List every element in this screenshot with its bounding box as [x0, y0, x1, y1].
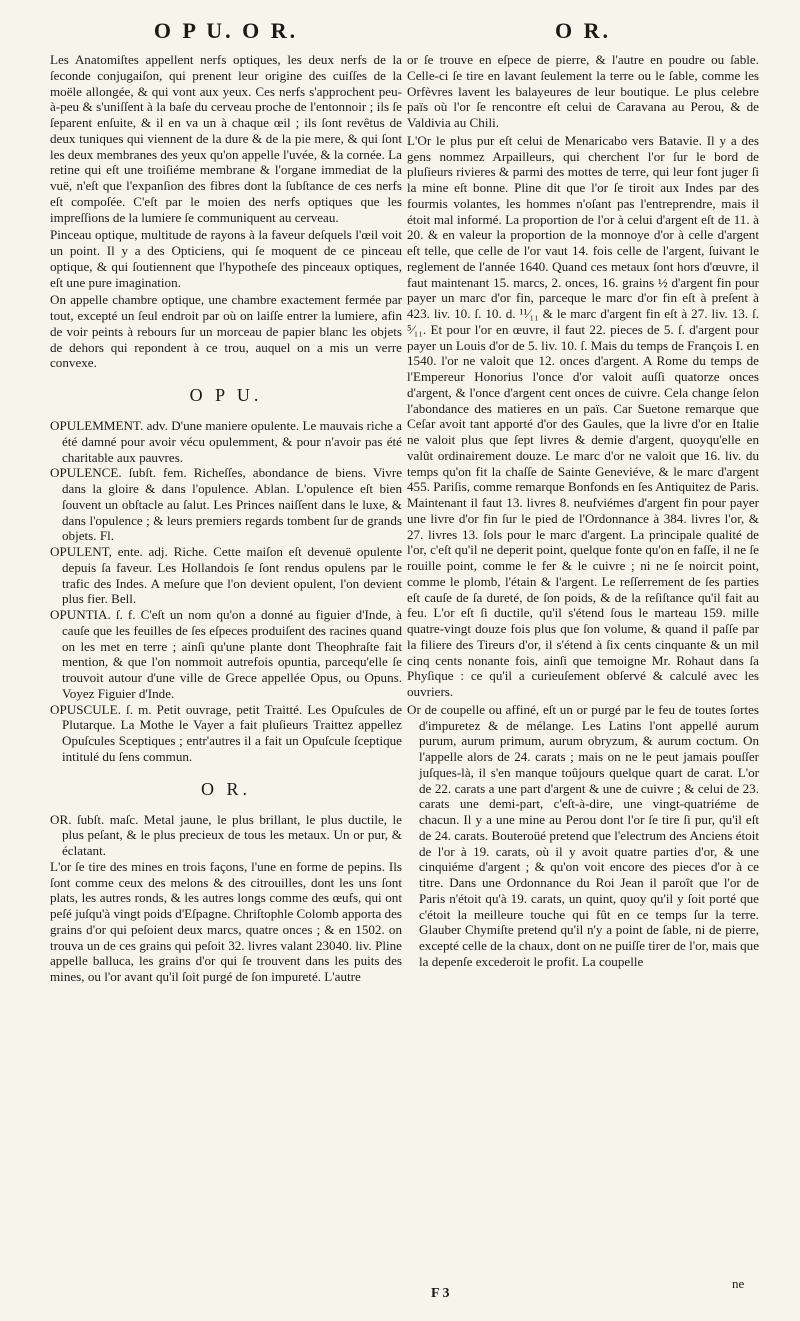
or-de-coupelle-paragraph: Or de coupelle ou affiné, eſt un or purgé par le feu de toutes ſortes d'impuretez & de mélange. Les Latins l'ont appellé aurum purum, aurum primum, aurum obryzum, & aurum coctum. On l'appelle alors de 24. carats ; mais on ne le peut jamais pouſſer juſques-là, il s'en manque toûjours quelque quart de carat. L'or de 22. carats a une part d'argent & une de cuivre ; & celui de 23. carats une demi-part, c'eſt-à-dire, une vingt-quatriéme de chacun. Il y a une mine au Perou dont l'or ſe tire ſi pur, qu'il eſt de 24. carats. Bouteroüé pretend que l'electrum des Anciens étoit de l'or à 19. carats, où il y avoit quatre parties d'or, & une cinquiéme d'argent ; & qu'on voit encore des pieces d'or à ce titre. Dans une Ordonnance du Roi Jean il paroît que l'or de Paris n'étoit qu'à 19. carats, un quint, quoy qu'il y ſoit porté que c'étoit la meilleure touche qui fût en ce temps ſur la terre. Glauber Chymiſte pretend qu'il n'y a point de ſable, ni de pierre, excepté celle de la chaux, dont on ne puiſſe tirer de l'or, mais que la depenſe excederoit le profit. La coupelle [407, 701, 759, 969]
optique-paragraph-1: Les Anatomiſtes appellent nerfs optiques, les deux nerfs de la ſeconde conjugaiſon, qui prenent leur origine des cuiſſes de la moële allongée, & qui vont aux yeux. Ces nerfs s'approchent peu-à-peu & s'uniſſent à la baſe du cerveau proche de l'entonnoir ; ils ſe ſeparent enſuite, & il en va un à chaque œil ; ils ſont revêtus de deux tuniques qui viennent de la dure & de la pie mere, & qui ſont les deux membranes des yeux qu'on appelle l'uvée, & la cornée. La retine qui eſt une troiſiéme membrane & l'organe immediat de la vuë, n'eſt que l'expanſion des fibres dont la ſubſtance de ces nerfs eſt compoſée. C'eſt par le moien des nerfs optiques que les impreſſions de la lumiere ſe communiquent au cerveau. [50, 52, 402, 225]
or-paragraph-2: L'Or le plus pur eſt celui de Menaricabo vers Batavie. Il y a des gens nommez Arpailleurs, qui cherchent l'or ſur le bord de pluſieurs rivieres & parmi des mottes de terre, qui leur font juger ſi la mine eſt bonne. Pline dit que l'or ſe tiroit aux Indes par des fourmis volantes, les hommes n'oſant pas l'entreprendre, mais il étoit mal informé. La proportion de l'or à celui d'argent eſt de 11. à 20. & en valeur la proportion de la monnoye d'or à celle d'argent eſt telle, que celle de l'or vaut 14. fois celle de l'argent, ſuivant le reglement de l'année 1640. Quand ces metaux ſont hors d'œuvre, il faut maintenant 15. marcs, 2. onces, 16. grains ½ d'argent fin pour payer un marc d'or fin, parceque le marc d'or fin eſt à preſent à 423. liv. 10. ſ. 10. d. ¹¹⁄₁₁ & le marc d'argent fin eſt à 27. liv. 13. ſ. ⁵⁄₁₁. Et pour l'or en œuvre, il faut 22. pieces de 5. ſ. d'argent pour payer un Louis d'or de 5. liv. 10. ſ. Mais du temps de François I. en 1540. l'or ne valoit que 12. onces d'argent. A Rome du temps de l'Empereur Honorius l'once d'or valoit auſſi quatorze onces d'argent, & l'once d'argent cent onces de cuivre. Cela change ſelon l'abondance des matieres en un païs. Car Suetone remarque que Ceſar avoit tant apporté d'or des Gaules, que la livre d'or en Italie ne valoit plus que ſept livres & demie d'argent, quoyqu'elle en valût ordinairement douze. Le marc d'or ne valoit que 16. liv. du temps qu'on fit la chaſſe de Sainte Geneviéve, & le marc d'argent 455. Pariſis, comme remarque Bonfonds en ſes Antiquitez de Paris. Maintenant il faut 13. livres 8. neufviémes d'argent fin pour payer une livre d'or fin ſur le pied de l'Ordonnance à 384. livres l'or, & 27. livres 13. ſols pour le marc d'argent. La principale qualité de l'or, c'eſt qu'il ne deperit point, quelque fonte qu'on en faſſe, il ne ſe rouille point, comme le fer & le cuivre ; ni ne ſe noircit point, comme le plomb, l'étain & l'argent. Le reſſerrement de ſes parties eſt cauſe de ſa dureté, de ſon poids, & de la reſiſtance qu'il fait au feu. L'or eſt ſi ductile, qu'il s'étend ſous le marteau 159. mille quatre-vingt douze fois plus que ſon volume, & quand il paſſe par la filiere des Tireurs d'or, il s'étend à ſix cents cinquante & un mil cinq cents nonante fois, ainſi que temoigne Mr. Rohaut dans ſa Phyſique : ce qu'il a curieuſement obſervé & calculé avec les ouvriers. [407, 132, 759, 699]
optique-paragraph-3: On appelle chambre optique, une chambre exactement fermée par tout, excepté un ſeul endroit par où on laiſſe entrer la lumiere, afin de voir peints à rebours ſur un morceau de papier blanc les objets de dehors qui repondent à ce trou, auquel on a mis un verre convexe. [50, 292, 402, 371]
right-column [407, 52, 759, 972]
or-paragraph-1: or ſe trouve en eſpece de pierre, & l'autre en poudre ou ſable. Celle-ci ſe tire en lavant ſeulement la terre ou le ſable, comme les Orfèvres lavent les balayeures de leur boutique. Le plus celebre païs où l'or ſe rencontre eſt celui de Caravana au Perou, & de Valdivia au Chili. [407, 52, 759, 130]
entry-or: OR. ſubſt. maſc. Metal jaune, le plus brillant, le plus ductile, le plus peſant, & le plus precieux de tous les metaux. Un or pur, & éclatant. [50, 811, 402, 858]
entry-opuntia: OPUNTIA. ſ. f. C'eſt un nom qu'on a donné au figuier d'Inde, à cauſe que les feuilles de ſes eſpeces produiſent des racines quand on les met en terre ; ainſi qu'une plante dont Theophraſte fait mention, & que l'on nommoit autrefois opuntia, parcequ'elle ſe trouvoit autour d'une ville de Grece appellée Opus, ou Opuns. Voyez Figuier d'Inde. [50, 607, 402, 701]
running-head-left: O P U. O R. [153, 18, 299, 43]
entry-opulemment: OPULEMMENT. adv. D'une maniere opulente. Le mauvais riche a été damné pour avoir vécu opulemment, & pour n'avoir pas été charitable aux pauvres. [50, 418, 402, 465]
entry-opulent: OPULENT, ente. adj. Riche. Cette maiſon eſt devenuë opulente depuis ſa faveur. Les Hollandois ſe ſont rendus opulens par le trafic des Indes. A meſure que l'on devient opulent, l'on devient plus fier. Bell. [50, 544, 402, 607]
running-head-right: O R. [555, 18, 611, 43]
section-heading-opu: O P U. [189, 385, 263, 405]
entry-opulence: OPULENCE. ſubſt. fem. Richeſſes, abondance de biens. Vivre dans la gloire & dans l'opulence. Ablan. L'opulence eſt bien ſouvent un obſtacle au ſalut. Les Princes naiſſent dans le luxe, & dans l'opulence ; & leurs premiers regards tombent ſur de grands objets. Fl. [50, 465, 402, 544]
section-heading-or: O R. [200, 778, 251, 799]
entry-or-continued: L'or ſe tire des mines en trois façons, l'une en forme de pepins. Ils ſont comme ceux des melons & des citrouilles, dont les uns ſont plats, les autres ronds, & les autres longs comme des œufs, qui ont peſé juſqu'à vingt poids d'Eſpagne. Chriſtophle Colomb apporta des grains d'or qui peſoient deux marcs, quatre onces ; & en 1502. on trouva un de ces grains qui peſoit 32. livres valant 23040. liv. Pline appelle balluca, les grains d'or qui ſe trouvent dans les puits des mines, ou l'or avant qu'il ſoit purgé de ſon impureté. L'autre [50, 858, 403, 984]
left-column [50, 52, 402, 985]
entry-opuscule: OPUSCULE. ſ. m. Petit ouvrage, petit Traitté. Les Opuſcules de Plutarque. La Mothe le Vayer a fait pluſieurs Traittez appellez Opuſcules Sceptiques ; entr'autres il a fait un Opuſcule ſceptique intitulé du ſens commun. [50, 701, 402, 764]
column-divider [400, 52, 401, 1291]
optique-paragraph-2: Pinceau optique, multitude de rayons à la faveur deſquels l'œil voit un point. Il y a des Opticiens, qui ſe moquent de ce pinceau optique, & qui ſoutiennent que l'hypotheſe des pinceaux optiques, eſt une pure imagination. [50, 227, 402, 290]
catchword: ne [732, 1276, 745, 1291]
signature-mark: F 3 [431, 1286, 450, 1301]
